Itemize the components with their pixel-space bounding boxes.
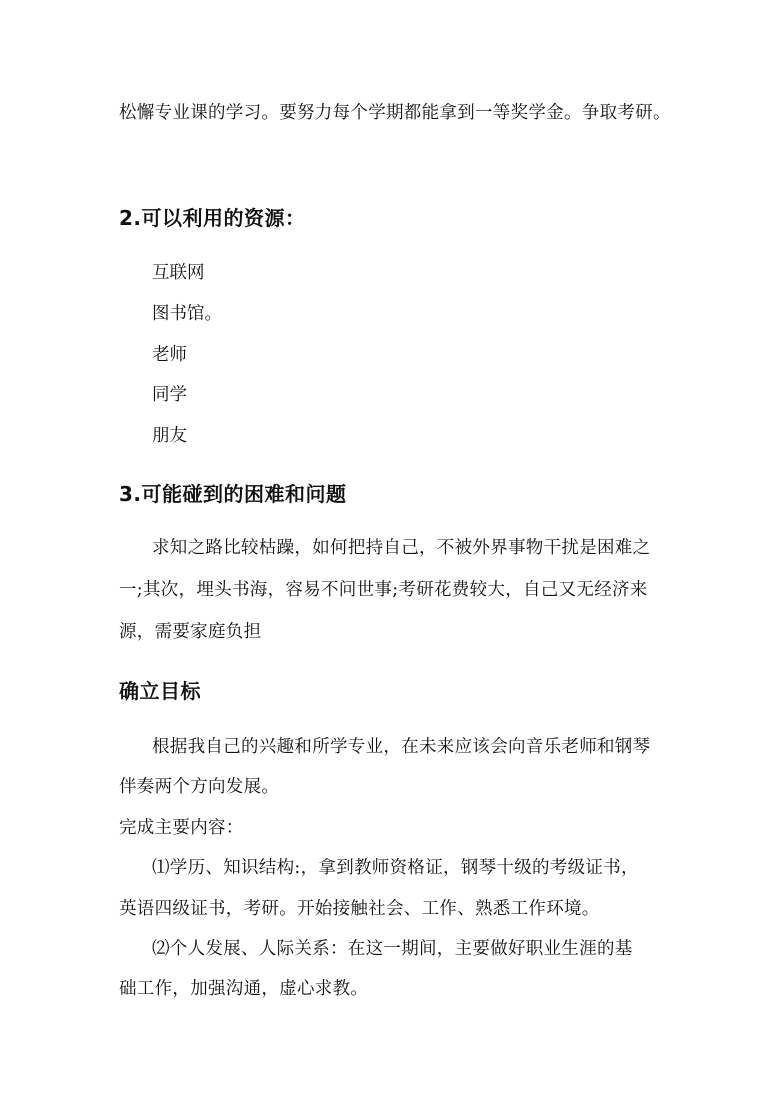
point1-line: ⑴学历、知识结构:，拿到教师资格证，钢琴十级的考级证书，	[152, 858, 639, 878]
point2-line: ⑵个人发展、人际关系：在这一期间，主要做好职业生涯的基	[152, 939, 633, 959]
difficulties-paragraph-line: 一;其次，埋头书海，容易不问世事;考研花费较大，自己又无经济来	[119, 580, 648, 600]
content-label: 完成主要内容：	[119, 818, 244, 838]
resources-heading: 2.可以利用的资源：	[119, 206, 306, 230]
point1-line: 英语四级证书，考研。开始接触社会、工作、熟悉工作环境。	[119, 899, 600, 919]
point2-line: 础工作，加强沟通，虚心求教。	[119, 979, 369, 999]
resource-item-library: 图书馆。	[152, 304, 222, 324]
goal-paragraph-line: 根据我自己的兴趣和所学专业，在未来应该会向音乐老师和钢琴	[152, 737, 651, 757]
resource-item-internet: 互联网	[152, 263, 205, 283]
difficulties-paragraph-line: 源，需要家庭负担	[119, 622, 262, 642]
intro-line: 松懈专业课的学习。要努力每个学期都能拿到一等奖学金。争取考研。	[119, 103, 671, 123]
resource-item-teacher: 老师	[152, 345, 187, 365]
resource-item-classmates: 同学	[152, 385, 187, 405]
difficulties-heading: 3.可能碰到的困难和问题	[119, 482, 347, 506]
goal-heading: 确立目标	[119, 679, 201, 703]
resource-item-friends: 朋友	[152, 426, 187, 446]
goal-paragraph-line: 伴奏两个方向发展。	[119, 777, 280, 797]
difficulties-paragraph-line: 求知之路比较枯躁，如何把持自己，不被外界事物干扰是困难之	[152, 538, 651, 558]
